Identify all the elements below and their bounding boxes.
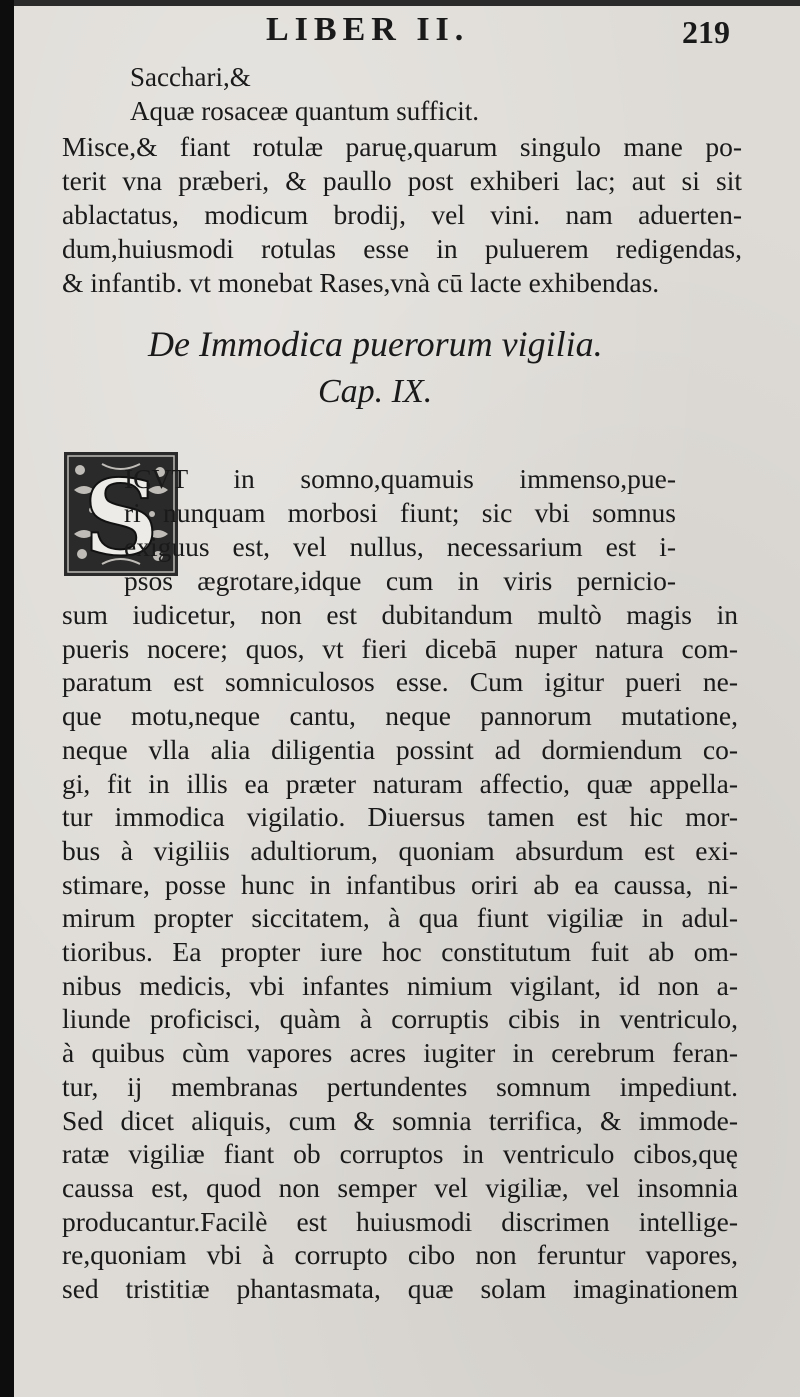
text-line: nibus medicis, vbi infantes nimium vigilant, id non a- — [62, 969, 738, 1001]
text-line: paratum est somniculosos esse. Cum igitur pueri ne- — [62, 666, 738, 698]
text-line: stimare, posse hunc in infantibus oriri ab ea caussa, ni- — [62, 868, 738, 900]
text-line: caussa est, quod non semper vel vigiliæ, vel insomnia — [62, 1171, 738, 1203]
chapter-title: De Immodica puerorum vigilia. — [148, 324, 603, 364]
text-line: dum,huiusmodi rotulas esse in puluerem redigendas, — [62, 233, 742, 264]
text-line: & infantib. vt monebat Rases,vnà cū lacte exhibendas. — [62, 267, 660, 298]
recipe-line-2: Aquæ rosaceæ quantum sufficit. — [130, 96, 479, 126]
text-line: tur, ij membranas pertundentes somnum impediunt. — [62, 1070, 738, 1102]
recipe-line-1: Sacchari,& — [130, 62, 251, 92]
page-top-shadow — [14, 0, 800, 6]
text-line: gi, fit in illis ea præter naturam affectio, quæ appella- — [62, 767, 738, 799]
page-header — [14, 10, 800, 54]
text-line: terit vna præberi, & paullo post exhiberi lac; aut si sit — [62, 165, 742, 196]
text-line: pueris nocere; quos, vt fieri dicebā nuper natura com- — [62, 632, 738, 664]
text-line: ICVT in somno,quamuis immenso,pue- — [124, 463, 676, 494]
text-line: exiguus est, vel nullus, necessarium est i- — [124, 531, 676, 562]
initial-letter-glyph: S — [83, 456, 159, 578]
text-line: sum iudicetur, non est dubitandum multò magis in — [62, 599, 738, 630]
text-line: liunde proficisci, quàm à corruptis cibis in ventriculo, — [62, 1003, 738, 1035]
text-line: à quibus cùm vapores acres iugiter in cerebrum feran- — [62, 1037, 738, 1069]
text-line: sed tristitiæ phantasmata, quæ solam imaginationem — [62, 1273, 738, 1304]
text-line: ratæ vigiliæ fiant ob corruptos in ventriculo cibos,quę — [62, 1138, 738, 1170]
page-number: 219 — [682, 14, 730, 50]
text-line: psos ægrotare,idque cum in viris pernicio- — [124, 565, 676, 596]
text-line: ri nunquam morbosi fiunt; sic vbi somnus — [124, 497, 676, 528]
text-line: mirum propter siccitatem, à qua fiunt vigiliæ in adul- — [62, 902, 738, 934]
text-line: Sed dicet aliquis, cum & somnia terrifica, & immode- — [62, 1104, 738, 1136]
text-line: que motu,neque cantu, neque pannorum mutatione, — [62, 700, 738, 732]
text-line: ablactatus, modicum brodij, vel vini. nam aduerten- — [62, 199, 742, 230]
text-line: neque vlla alia diligentia possint ad dormiendum co- — [62, 733, 738, 765]
text-line: Misce,& fiant rotulæ paruę,quarum singulo mane po- — [62, 131, 742, 162]
text-line: producantur.Facilè est huiusmodi discrimen intellige- — [62, 1205, 738, 1237]
text-line: bus à vigiliis adultiorum, quoniam absurdum est exi- — [62, 834, 738, 866]
binding-edge — [0, 0, 14, 1397]
text-line: re,quoniam vbi à corrupto cibo non feruntur vapores, — [62, 1239, 738, 1271]
running-head: LIBER II. — [266, 11, 470, 48]
chapter-number: Cap. IX. — [318, 373, 433, 410]
text-line: tioribus. Ea propter iure hoc constitutum fuit ab om- — [62, 936, 738, 967]
text-line: tur immodica vigilatio. Diuersus tamen est hic mor- — [62, 801, 738, 833]
